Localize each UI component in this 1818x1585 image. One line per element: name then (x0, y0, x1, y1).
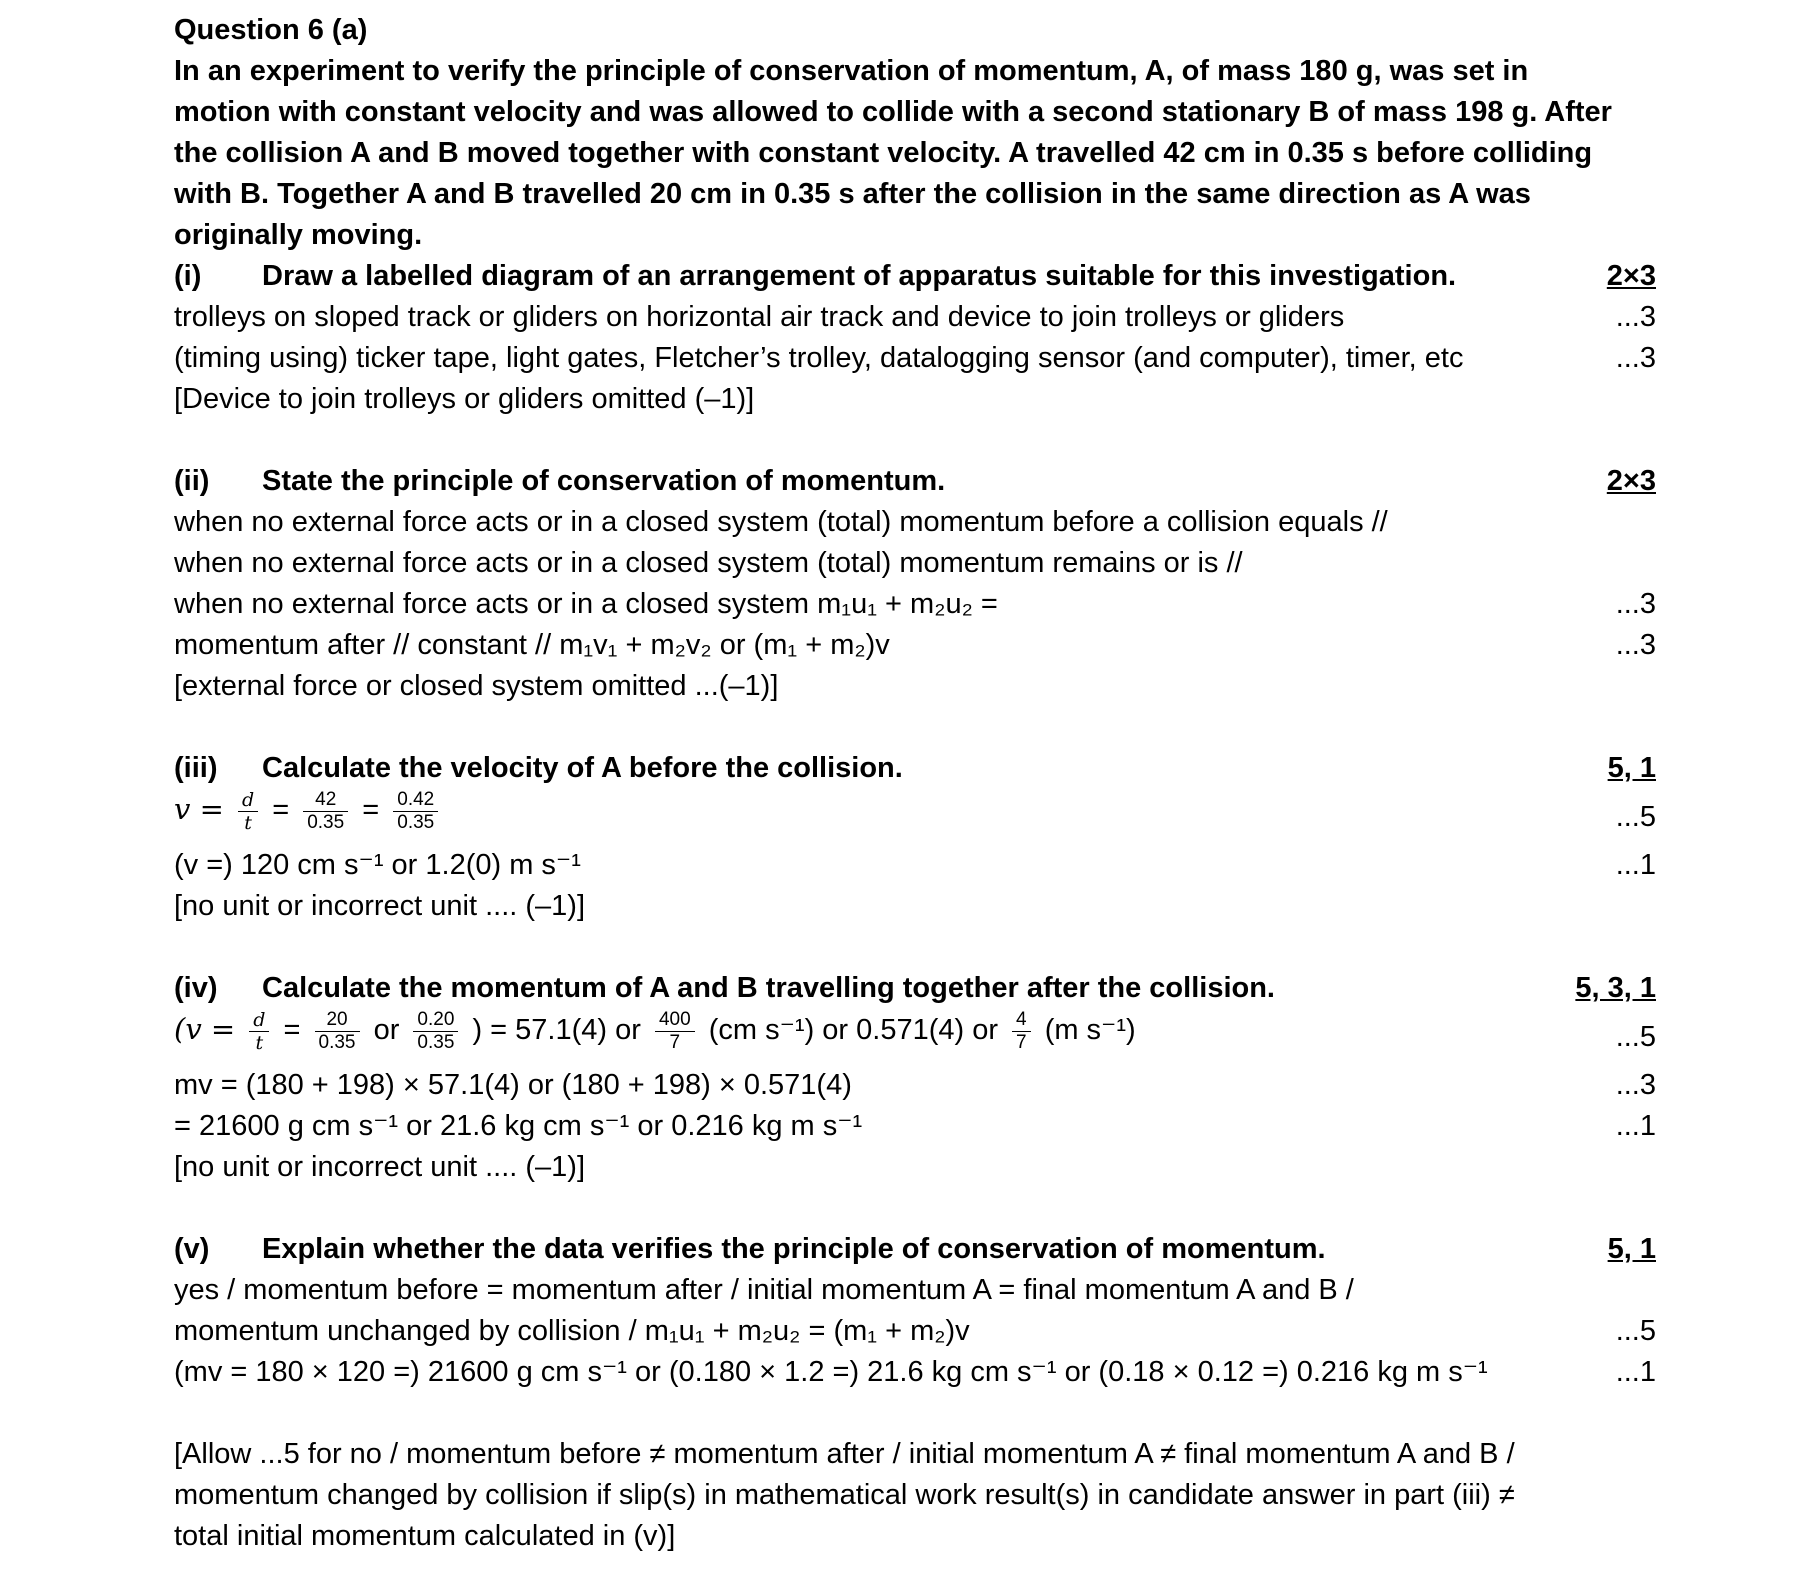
mark-allocation: ...3 (1615, 1069, 1656, 1101)
part-question: Calculate the momentum of A and B travelling together after the collision. (262, 972, 1275, 1004)
answer-line: (mv = 180 × 120 =) 21600 g cm s⁻¹ or (0.180 × 1.2 =) 21.6 kg cm s⁻¹ or (0.18 × 0.12 =) 0.216 kg m s⁻¹ ...1 (174, 1352, 1656, 1393)
mark-allocation: ...5 (1615, 1021, 1656, 1053)
part-label: (iv) (174, 972, 218, 1004)
fraction: $\frac{400}{7}$ (655, 1009, 695, 1054)
part-iv-heading (174, 968, 1656, 1009)
answer-line: [Device to join trolleys or gliders omitted (–1)] (174, 383, 755, 415)
equation-line: (v = $\frac{d}{t}$ = $\frac{20}{0.35}$ or $\frac{0.20}{0.35}$ ) = 57.1(4) or $\frac{400}{7}$ (cm s⁻¹) or 0.571(4) or $\frac{4}{7}$ (m s⁻¹) ...5 (174, 1009, 1656, 1065)
mark-allocation: ...1 (1615, 849, 1656, 881)
part-marks: 5, 3, 1 (1575, 972, 1656, 1004)
answer-line: = 21600 g cm s⁻¹ or 21.6 kg cm s⁻¹ or 0.216 kg m s⁻¹ ...1 (174, 1106, 1656, 1147)
fraction: $\frac{d}{t}$ (249, 1009, 269, 1054)
intro-line: the collision A and B moved together with constant velocity. A travelled 42 cm in 0.35 s before colliding (174, 137, 1593, 169)
answer-line: yes / momentum before = momentum after / initial momentum A = final momentum A and B / (174, 1274, 1354, 1306)
mark-allocation: ...1 (1615, 1110, 1656, 1142)
intro-line: originally moving. (174, 219, 423, 251)
part-question: Explain whether the data verifies the principle of conservation of momentum. (262, 1233, 1326, 1265)
answer-line: when no external force acts or in a closed system (total) momentum before a collision equals // (174, 506, 1388, 538)
part-marks: 2×3 (1606, 260, 1656, 292)
mark-allocation: ...3 (1615, 342, 1656, 374)
intro-line: In an experiment to verify the principle of conservation of momentum, A, of mass 180 g, was set in (174, 55, 1529, 87)
part-label: (v) (174, 1233, 210, 1265)
part-marks: 5, 1 (1607, 1233, 1656, 1265)
mark-allocation: ...3 (1615, 301, 1656, 333)
fraction: $\frac{d}{t}$ (238, 789, 258, 834)
part-marks: 2×3 (1606, 465, 1656, 497)
part-iii-heading (174, 748, 1656, 789)
part-label: (iii) (174, 752, 218, 784)
equation-line: v = $\frac{d}{t}$ = $\frac{42}{0.35}$ = $\frac{0.42}{0.35}$ ...5 (174, 789, 1656, 845)
intro-line: with B. Together A and B travelled 20 cm in 0.35 s after the collision in the same direction as A was (174, 178, 1531, 210)
fraction: $\frac{4}{7}$ (1012, 1009, 1031, 1054)
note-line: total initial momentum calculated in (v)] (174, 1520, 676, 1552)
answer-line: [no unit or incorrect unit .... (–1)] (174, 1151, 586, 1183)
question-title: Question 6 (a) (174, 14, 368, 46)
answer-line: momentum unchanged by collision / m₁u₁ + m₂u₂ = (m₁ + m₂)v ...5 (174, 1311, 1656, 1352)
part-i-heading (174, 256, 1656, 297)
part-label: (ii) (174, 465, 210, 497)
note-line: [Allow ...5 for no / momentum before ≠ momentum after / initial momentum A ≠ final momentum A and B / (174, 1438, 1515, 1470)
part-question: Calculate the velocity of A before the collision. (262, 752, 903, 784)
marking-scheme-page (174, 10, 1656, 1557)
part-question: Draw a labelled diagram of an arrangement of apparatus suitable for this investigation. (262, 260, 1457, 292)
fraction: $\frac{0.42}{0.35}$ (393, 789, 438, 834)
answer-line: mv = (180 + 198) × 57.1(4) or (180 + 198) × 0.571(4) ...3 (174, 1065, 1656, 1106)
fraction: $\frac{42}{0.35}$ (303, 789, 348, 834)
answer-line: [no unit or incorrect unit .... (–1)] (174, 890, 586, 922)
part-question: State the principle of conservation of momentum. (262, 465, 946, 497)
mark-allocation: ...3 (1615, 588, 1656, 620)
mark-allocation: ...5 (1615, 1315, 1656, 1347)
answer-line: trolleys on sloped track or gliders on horizontal air track and device to join trolleys or gliders ...3 (174, 297, 1656, 338)
note-line: momentum changed by collision if slip(s) in mathematical work result(s) in candidate answer in part (iii) ≠ (174, 1479, 1515, 1511)
intro-line: motion with constant velocity and was allowed to collide with a second stationary B of mass 198 g. After (174, 96, 1612, 128)
mark-allocation: ...5 (1615, 801, 1656, 833)
part-label: (i) (174, 260, 202, 292)
part-v-heading (174, 1229, 1656, 1270)
answer-line: when no external force acts or in a closed system (total) momentum remains or is // (174, 547, 1243, 579)
fraction: $\frac{0.20}{0.35}$ (413, 1009, 458, 1054)
mark-allocation: ...3 (1615, 629, 1656, 661)
answer-line: when no external force acts or in a closed system m₁u₁ + m₂u₂ = ...3 (174, 584, 1656, 625)
answer-line: (timing using) ticker tape, light gates, Fletcher’s trolley, datalogging sensor (and computer), timer, etc ...3 (174, 338, 1656, 379)
answer-line: (v =) 120 cm s⁻¹ or 1.2(0) m s⁻¹ ...1 (174, 845, 1656, 886)
part-marks: 5, 1 (1607, 752, 1656, 784)
answer-line: [external force or closed system omitted ...(–1)] (174, 670, 779, 702)
part-ii-heading (174, 461, 1656, 502)
mark-allocation: ...1 (1615, 1356, 1656, 1388)
answer-line: momentum after // constant // m₁v₁ + m₂v₂ or (m₁ + m₂)v ...3 (174, 625, 1656, 666)
fraction: $\frac{20}{0.35}$ (315, 1009, 360, 1054)
